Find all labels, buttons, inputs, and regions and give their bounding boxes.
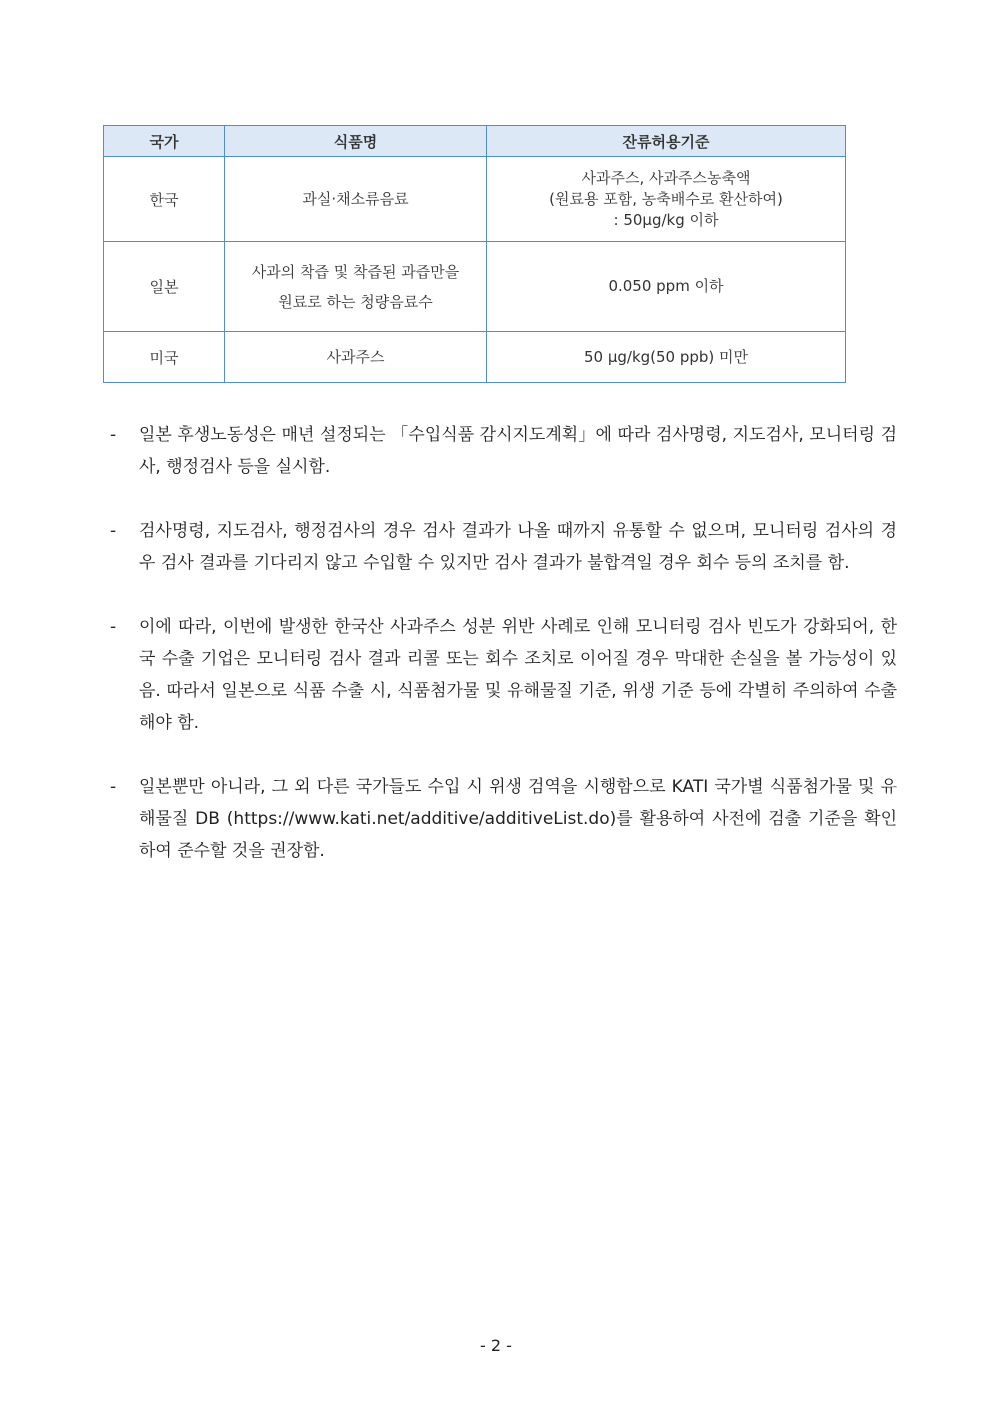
country-cell: 일본 — [104, 242, 225, 332]
bullet-dash: - — [110, 521, 117, 541]
food-cell — [225, 242, 487, 332]
bullet-text: 일본 후생노동성은 매년 설정되는 「수입식품 감시지도계획」에 따라 검사명령, 지도검사, 모니터링 검사, 행정검사 등을 실시함. — [139, 425, 897, 477]
standard-line: 사과주스, 사과주스농축액 — [581, 168, 751, 187]
standard-line: 0.050 ppm 이하 — [608, 277, 724, 295]
country-cell: 미국 — [104, 332, 225, 383]
page-number: - 2 - — [480, 1336, 512, 1355]
country-cell: 한국 — [104, 157, 225, 242]
standard-line: 50 μg/kg(50 ppb) 미만 — [583, 347, 749, 366]
food-cell — [225, 157, 487, 242]
bullet-text: 검사명령, 지도검사, 행정검사의 경우 검사 결과가 나올 때까지 유통할 수 없으며, 모니터링 검사의 경우 검사 결과를 기다리지 않고 수입할 수 있지만 검사 결과가 불합격일 경우 회수 등의 조치를 함. — [139, 521, 897, 573]
bullet-text: 일본뿐만 아니라, 그 외 다른 국가들도 수입 시 위생 검역을 시행함으로 KATI 국가별 식품첨가물 및 유해물질 DB (https://www.kati.net/additive/additiveList.do)를 활용하여 사전에 검출 기준을 확인하여 준수할 것을 권장함. — [139, 777, 897, 861]
standard-cell — [487, 157, 846, 242]
bullet-dash: - — [110, 777, 117, 797]
food-cell — [225, 332, 487, 383]
standard-cell — [487, 242, 846, 332]
table-row — [104, 242, 846, 332]
bullet-paragraph — [110, 771, 897, 867]
bullet-text: 이에 따라, 이번에 발생한 한국산 사과주스 성분 위반 사례로 인해 모니터링 검사 빈도가 강화되어, 한국 수출 기업은 모니터링 검사 결과 리콜 또는 회수 조치로 이어질 경우 막대한 손실을 볼 가능성이 있음. 따라서 일본으로 식품 수출 시, 식품첨가물 및 유해물질 기준, 위생 기준 등에 각별히 주의하여 수출해야 함. — [139, 617, 897, 733]
bullet-dash: - — [110, 617, 117, 637]
bullet-paragraph — [110, 611, 897, 739]
standard-cell — [487, 332, 846, 383]
table-header-row — [104, 126, 846, 157]
header-country: 국가 — [104, 126, 225, 157]
table-row — [104, 332, 846, 383]
header-food-name: 식품명 — [225, 126, 487, 157]
header-residue-standard: 잔류허용기준 — [487, 126, 846, 157]
food-line: 사과주스 — [326, 347, 385, 366]
standard-line: (원료용 포함, 농축배수로 환산하여) — [549, 189, 783, 208]
bullet-dash: - — [110, 425, 117, 445]
bullet-paragraph — [110, 515, 897, 579]
food-line: 과실·채소류음료 — [302, 189, 409, 208]
residue-standard-table — [103, 125, 846, 383]
food-line: 원료로 하는 청량음료수 — [278, 292, 433, 311]
bullet-list — [110, 419, 897, 867]
table-row — [104, 157, 846, 242]
standard-line: : 50μg/kg 이하 — [613, 210, 719, 229]
food-line: 사과의 착즙 및 착즙된 과즙만을 — [251, 262, 460, 281]
bullet-paragraph — [110, 419, 897, 483]
